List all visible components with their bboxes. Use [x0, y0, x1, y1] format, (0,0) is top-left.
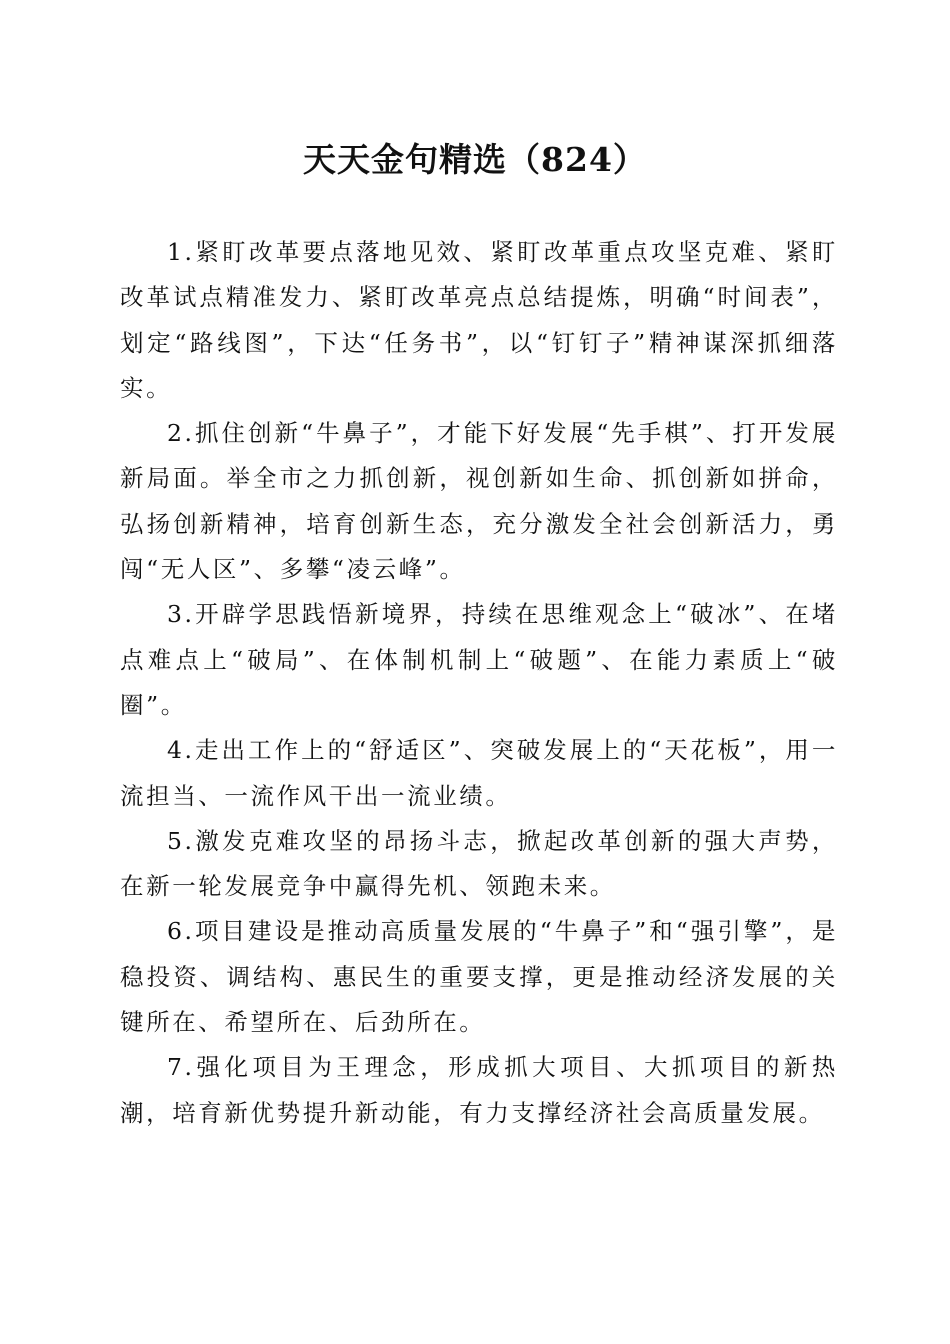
- paragraph-5: 5.激发克难攻坚的昂扬斗志，掀起改革创新的强大声势，在新一轮发展竞争中赢得先机、领跑未来。: [120, 826, 838, 901]
- paragraph-7: 7.强化项目为王理念，形成抓大项目、大抓项目的新热潮，培育新优势提升新动能，有力支撑经济社会高质量发展。: [120, 1053, 838, 1127]
- paragraph-4: 4.走出工作上的“舒适区”、突破发展上的“天花板”，用一流担当、一流作风干出一流业绩。: [120, 736, 838, 810]
- paragraph-1: 1.紧盯改革要点落地见效、紧盯改革重点攻坚克难、紧盯改革试点精准发力、紧盯改革亮点总结提炼，明确“时间表”，划定“路线图”，下达“任务书”，以“钉钉子”精神谋深抓细落实。: [120, 238, 838, 402]
- paragraph-2: 2.抓住创新“牛鼻子”，才能下好发展“先手棋”、打开发展新局面。举全市之力抓创新，视创新如生命、抓创新如拼命，弘扬创新精神，培育创新生态，充分激发全社会创新活力，勇闯“无人区”、多攀“凌云峰”。: [120, 419, 838, 584]
- paragraph-3: 3.开辟学思践悟新境界，持续在思维观念上“破冰”、在堵点难点上“破局”、在体制机制上“破题”、在能力素质上“破圈”。: [120, 600, 838, 719]
- document-body: [120, 230, 838, 1136]
- document-title: 天天金句精选（824）: [303, 140, 647, 179]
- paragraph-6: 6.项目建设是推动高质量发展的“牛鼻子”和“强引擎”，是稳投资、调结构、惠民生的重要支撑，更是推动经济发展的关键所在、希望所在、后劲所在。: [120, 917, 838, 1037]
